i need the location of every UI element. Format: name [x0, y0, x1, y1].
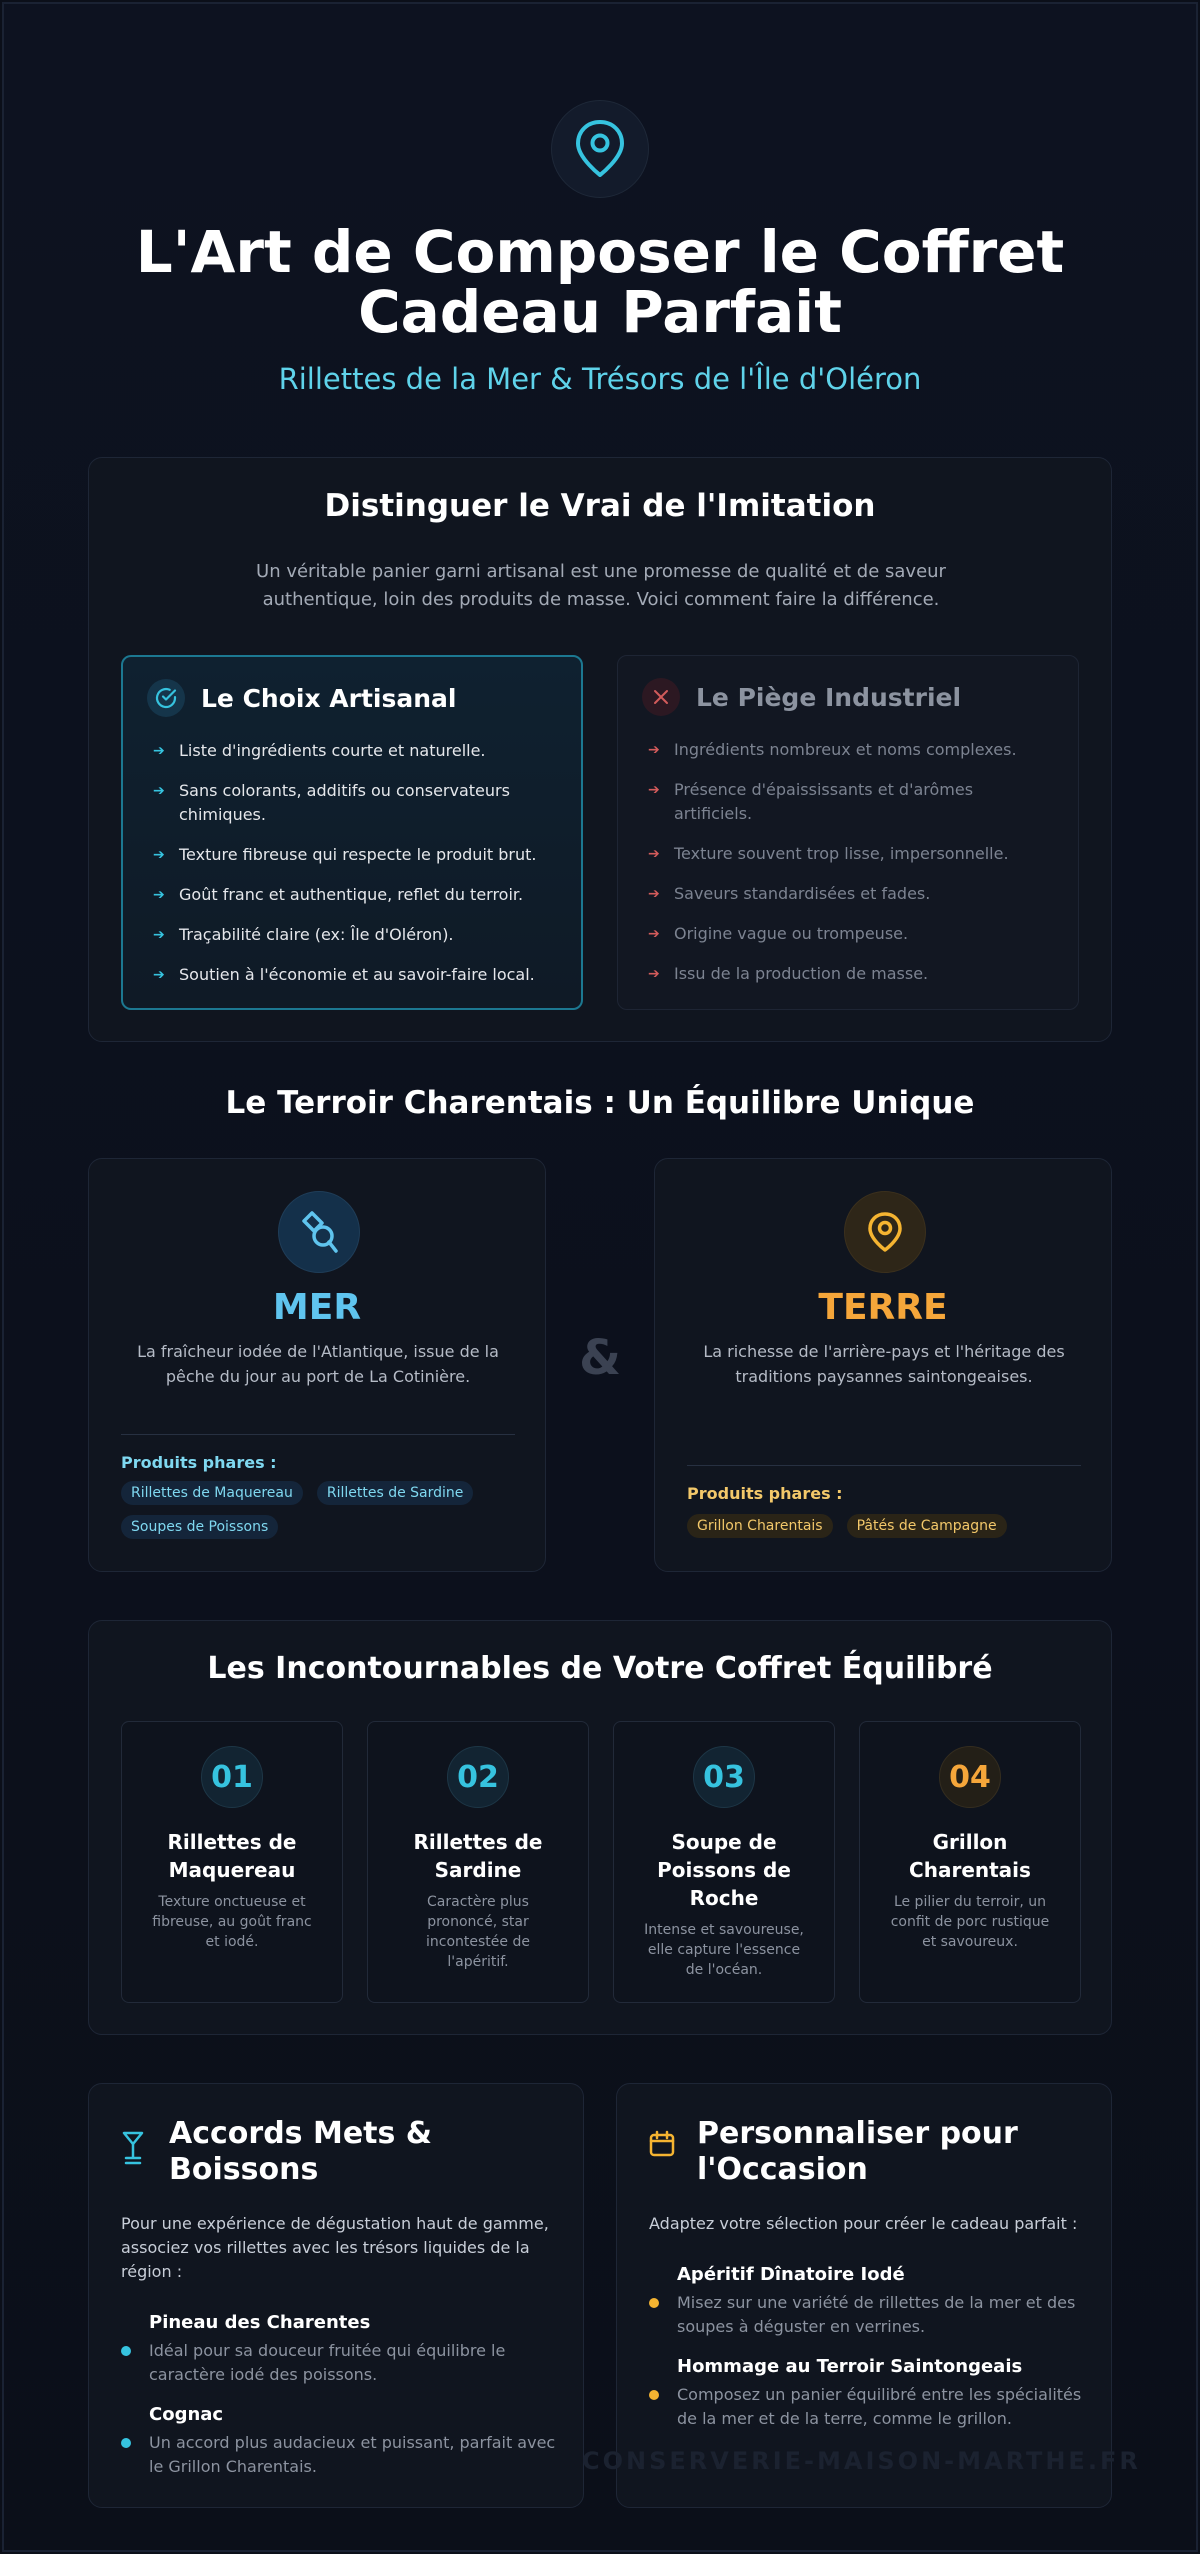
item-desc: Le pilier du terroir, un confit de porc rustique et savoureux.	[890, 1894, 1050, 1950]
bullet	[649, 2298, 659, 2308]
arrow-right-icon: ➔	[153, 847, 165, 863]
check-circle-icon	[147, 679, 185, 717]
item-desc: Intense et savoureuse, elle capture l'essence de l'océan.	[644, 1922, 804, 1978]
list-item: ➔ Présence d'épaississants et d'arômes artificiels.	[648, 778, 1048, 826]
pairings-title: Accords Mets & Boissons	[169, 2116, 432, 2187]
divider	[687, 1465, 1081, 1466]
pairings-card: Accords Mets & Boissons Pour une expérience de dégustation haut de gamme, associez vos rillettes avec les trésors liquides de la région : Pineau des Charentes Idéal pour sa douceur fruitée qui équilibre le caractère iodé des poissons. Cognac Un accord plus audacieux et puissant, parfait avec le Grillon Charentais.	[88, 2083, 584, 2508]
item-desc: Caractère plus prononcé, star incontestée de l'apéritif.	[426, 1894, 530, 1970]
personalize-title: Personnaliser pour l'Occasion	[697, 2116, 1018, 2187]
bullet	[121, 2346, 131, 2356]
section-title: Distinguer le Vrai de l'Imitation	[324, 488, 876, 524]
artisanal-list	[153, 739, 553, 1003]
location-icon	[844, 1191, 926, 1273]
list-item: ➔ Traçabilité claire (ex: Île d'Oléron).	[153, 923, 553, 947]
industrial-column	[617, 655, 1079, 1010]
arrow-right-icon: ➔	[153, 967, 165, 983]
terre-desc: La richesse de l'arrière-pays et l'héritage des traditions paysannes saintongeaises.	[703, 1342, 1065, 1386]
item-title: Grillon Charentais	[909, 1830, 1031, 1882]
bullet	[649, 2390, 659, 2400]
pairings-intro: Pour une expérience de dégustation haut de gamme, associez vos rillettes avec les trésors liquides de la région :	[121, 2214, 549, 2281]
products-label: Produits phares :	[121, 1453, 277, 1472]
arrow-right-icon: ➔	[648, 782, 660, 798]
page-title: L'Art de Composer le Coffret Cadeau Parfait	[135, 218, 1065, 346]
mer-name: MER	[272, 1287, 362, 1328]
arrow-right-icon: ➔	[153, 783, 165, 799]
arrow-right-icon: ➔	[153, 887, 165, 903]
item-desc: Texture onctueuse et fibreuse, au goût franc et iodé.	[152, 1894, 312, 1950]
arrow-right-icon: ➔	[648, 742, 660, 758]
essentials-section	[88, 1620, 1112, 2035]
terre-name: TERRE	[818, 1287, 948, 1328]
list-item: ➔ Soutien à l'économie et au savoir-faire local.	[153, 963, 553, 987]
x-icon	[642, 678, 680, 716]
list-item: ➔ Goût franc et authentique, reflet du terroir.	[153, 883, 553, 907]
product-tags	[121, 1481, 515, 1549]
product-tag: Rillettes de Sardine	[317, 1481, 474, 1505]
product-tag: Soupes de Poissons	[121, 1515, 278, 1539]
item-title: Rillettes de Sardine	[413, 1830, 543, 1882]
products-label: Produits phares :	[687, 1484, 843, 1503]
terroir-title: Le Terroir Charentais : Un Équilibre Unique	[225, 1085, 975, 1121]
arrow-right-icon: ➔	[153, 743, 165, 759]
distinguish-section	[88, 457, 1112, 1042]
calendar-icon	[649, 2130, 677, 2162]
map-pin-icon	[551, 100, 649, 198]
product-tag: Grillon Charentais	[687, 1514, 833, 1538]
arrow-right-icon: ➔	[648, 926, 660, 942]
industrial-label: Le Piège Industriel	[696, 682, 962, 712]
ampersand: &	[579, 1330, 621, 1386]
page-subtitle: Rillettes de la Mer & Trésors de l'Île d'Oléron	[278, 362, 922, 396]
item-number: 04	[939, 1746, 1001, 1808]
arrow-right-icon: ➔	[648, 966, 660, 982]
industrial-list	[648, 738, 1048, 1002]
arrow-right-icon: ➔	[648, 886, 660, 902]
artisanal-label: Le Choix Artisanal	[201, 683, 457, 713]
terre-card	[654, 1158, 1112, 1572]
product-tag: Rillettes de Maquereau	[121, 1481, 303, 1505]
item-title: Rillettes de Maquereau	[167, 1830, 297, 1882]
mer-desc: La fraîcheur iodée de l'Atlantique, issue de la pêche du jour au port de La Cotinière.	[137, 1342, 499, 1386]
cocktail-glass-icon	[121, 2130, 149, 2170]
divider	[121, 1434, 515, 1435]
artisanal-column	[121, 655, 583, 1010]
personalize-intro: Adaptez votre sélection pour créer le cadeau parfait :	[649, 2214, 1078, 2233]
product-tags	[687, 1514, 1081, 1548]
watermark: CONSERVERIE-MAISON-MARTHE.FR	[582, 2447, 1141, 2475]
essential-item	[613, 1721, 835, 2003]
list-item: ➔ Origine vague ou trompeuse.	[648, 922, 1048, 946]
section-intro: Un véritable panier garni artisanal est une promesse de qualité et de saveur authentique, loin des produits de masse. Voici comment faire la différence.	[256, 561, 946, 610]
item-title: Soupe de Poissons de Roche	[657, 1830, 791, 1910]
list-item: ➔ Issu de la production de masse.	[648, 962, 1048, 986]
fish-icon	[278, 1191, 360, 1273]
item-number: 02	[447, 1746, 509, 1808]
list-item: ➔ Sans colorants, additifs ou conservateurs chimiques.	[153, 779, 553, 827]
list-item: ➔ Texture fibreuse qui respecte le produit brut.	[153, 843, 553, 867]
essential-item	[367, 1721, 589, 2003]
arrow-right-icon: ➔	[648, 846, 660, 862]
list-item: ➔ Ingrédients nombreux et noms complexes.	[648, 738, 1048, 762]
essential-item	[859, 1721, 1081, 2003]
mer-card	[88, 1158, 546, 1572]
bullet	[121, 2438, 131, 2448]
list-item: ➔ Liste d'ingrédients courte et naturelle.	[153, 739, 553, 763]
list-item: ➔ Saveurs standardisées et fades.	[648, 882, 1048, 906]
product-tag: Pâtés de Campagne	[847, 1514, 1007, 1538]
list-item: ➔ Texture souvent trop lisse, impersonnelle.	[648, 842, 1048, 866]
item-number: 01	[201, 1746, 263, 1808]
item-number: 03	[693, 1746, 755, 1808]
personalize-card: Personnaliser pour l'Occasion Adaptez votre sélection pour créer le cadeau parfait : Apéritif Dînatoire Iodé Misez sur une variété de rillettes de la mer et des soupes à déguster en verrines. Hommage au Terroir Saintongeais Composez un panier équilibré entre les spécialités de la mer et de la terre, comme le grillon.	[616, 2083, 1112, 2508]
essential-item	[121, 1721, 343, 2003]
section-title: Les Incontournables de Votre Coffret Équilibré	[207, 1651, 993, 1686]
arrow-right-icon: ➔	[153, 927, 165, 943]
